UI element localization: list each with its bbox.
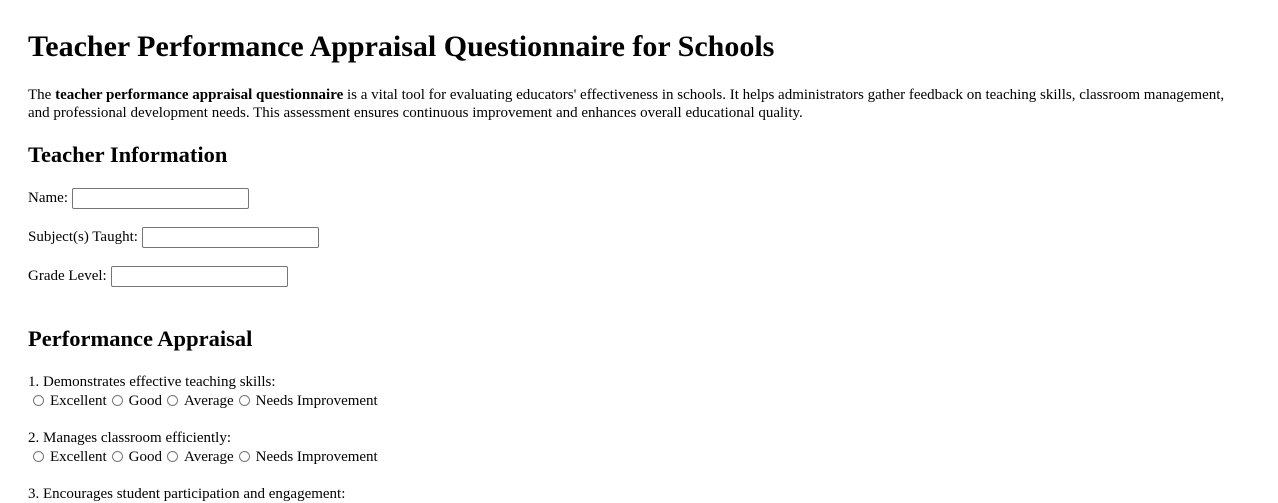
grade-level-field-row	[28, 266, 288, 287]
name-label: Name:	[28, 190, 68, 206]
question-1-options	[28, 392, 378, 410]
question-3-text: 3. Encourages student participation and engagement:	[28, 486, 346, 502]
q2-option-average[interactable]	[162, 448, 234, 466]
question-1-text: 1. Demonstrates effective teaching skills:	[28, 374, 276, 390]
option-label: Excellent	[50, 449, 107, 465]
radio-icon[interactable]	[167, 451, 178, 462]
intro-bold-term: teacher performance appraisal questionnaire	[55, 87, 344, 103]
grade-level-label: Grade Level:	[28, 268, 107, 284]
radio-icon[interactable]	[33, 451, 44, 462]
q1-option-needs-improvement[interactable]	[234, 392, 378, 410]
radio-icon[interactable]	[239, 451, 250, 462]
intro-text-end: is a vital tool for evaluating educators' effectiveness in schools. It helps administrators gather feedback on teaching skills, classroom management, and professional development needs. This assessment ensures continuous improvement and enhances overall educational quality.	[28, 87, 1225, 121]
option-label: Average	[183, 449, 234, 465]
question-2-options	[28, 448, 378, 466]
question-3	[28, 485, 345, 503]
option-label: Needs Improvement	[255, 449, 378, 465]
question-1	[28, 373, 378, 410]
q2-option-needs-improvement[interactable]	[234, 448, 378, 466]
q1-option-average[interactable]	[162, 392, 234, 410]
grade-level-input[interactable]	[111, 266, 288, 287]
radio-icon[interactable]	[112, 395, 123, 406]
radio-icon[interactable]	[33, 395, 44, 406]
page-title: Teacher Performance Appraisal Questionnaire for Schools	[28, 30, 775, 63]
name-field-row	[28, 188, 249, 209]
performance-appraisal-heading: Performance Appraisal	[28, 326, 253, 351]
intro-paragraph	[28, 86, 1243, 122]
subjects-input[interactable]	[142, 227, 319, 248]
subjects-field-row	[28, 227, 319, 248]
radio-icon[interactable]	[239, 395, 250, 406]
question-2-text: 2. Manages classroom efficiently:	[28, 430, 231, 446]
teacher-info-heading: Teacher Information	[28, 142, 228, 167]
option-label: Excellent	[50, 393, 107, 409]
name-input[interactable]	[72, 188, 249, 209]
question-2	[28, 429, 378, 466]
option-label: Needs Improvement	[255, 393, 378, 409]
option-label: Good	[128, 393, 162, 409]
q1-option-good[interactable]	[107, 392, 162, 410]
q1-option-excellent[interactable]	[28, 392, 107, 410]
subjects-label: Subject(s) Taught:	[28, 229, 138, 245]
q2-option-good[interactable]	[107, 448, 162, 466]
q2-option-excellent[interactable]	[28, 448, 107, 466]
option-label: Average	[183, 393, 234, 409]
option-label: Good	[128, 449, 162, 465]
radio-icon[interactable]	[167, 395, 178, 406]
radio-icon[interactable]	[112, 451, 123, 462]
intro-text-start: The	[28, 87, 56, 103]
